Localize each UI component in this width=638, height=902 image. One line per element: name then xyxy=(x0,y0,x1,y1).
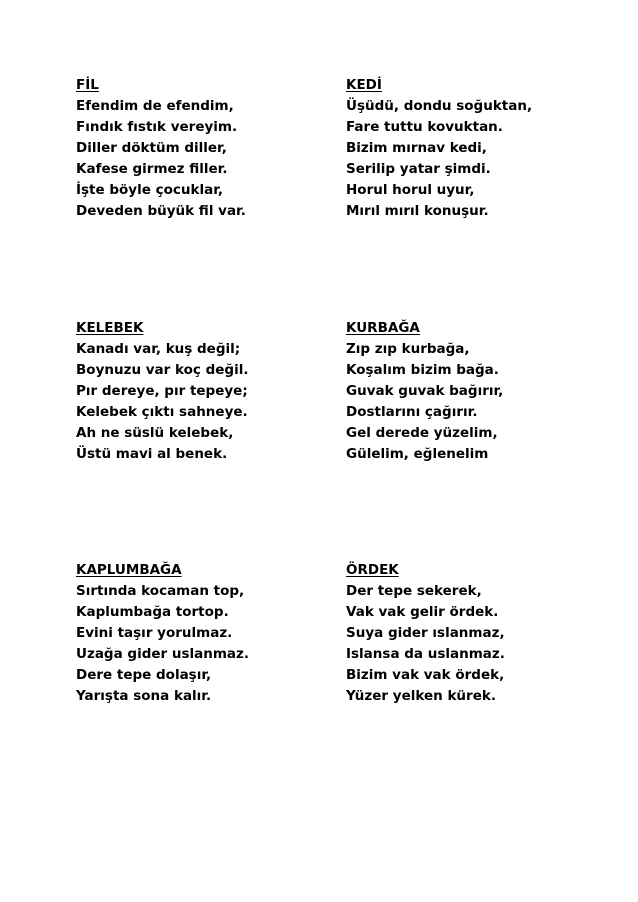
poem-title: FİL xyxy=(76,77,99,93)
poem-line: Yüzer yelken kürek. xyxy=(346,688,496,704)
poem-line: Dere tepe dolaşır, xyxy=(76,667,212,683)
poem-line: İşte böyle çocuklar, xyxy=(76,182,223,198)
poem-line: Üşüdü, dondu soğuktan, xyxy=(346,98,533,114)
poem-line: Bizim mırnav kedi, xyxy=(346,140,487,156)
poem-title: KAPLUMBAĞA xyxy=(76,562,182,578)
poem-line: Diller döktüm diller, xyxy=(76,140,227,156)
poem-kedi xyxy=(346,75,596,222)
poem-kelebek xyxy=(76,318,326,465)
poem-line: Suya gider ıslanmaz, xyxy=(346,625,505,641)
poem-line: Mırıl mırıl konuşur. xyxy=(346,203,489,219)
poem-line: Bizim vak vak ördek, xyxy=(346,667,505,683)
poem-line: Serilip yatar şimdi. xyxy=(346,161,491,177)
poem-line: Üstü mavi al benek. xyxy=(76,446,228,462)
poem-line: Islansa da uslanmaz. xyxy=(346,646,505,662)
poem-line: Horul horul uyur, xyxy=(346,182,475,198)
poem-line: Guvak guvak bağırır, xyxy=(346,383,504,399)
poem-kaplumbaga xyxy=(76,560,326,707)
poem-line: Der tepe sekerek, xyxy=(346,583,482,599)
poem-title: ÖRDEK xyxy=(346,562,399,578)
poem-line: Koşalım bizim bağa. xyxy=(346,362,499,378)
poem-line: Fare tuttu kovuktan. xyxy=(346,119,503,135)
poem-line: Dostlarını çağırır. xyxy=(346,404,478,420)
poem-line: Fındık fıstık vereyim. xyxy=(76,119,238,135)
poem-title: KEDİ xyxy=(346,77,382,93)
poem-title: KURBAĞA xyxy=(346,320,420,336)
poem-line: Vak vak gelir ördek. xyxy=(346,604,499,620)
poem-line: Ah ne süslü kelebek, xyxy=(76,425,234,441)
poem-line: Boynuzu var koç değil. xyxy=(76,362,249,378)
poem-line: Kaplumbağa tortop. xyxy=(76,604,229,620)
poem-fil xyxy=(76,75,326,222)
poem-line: Kafese girmez filler. xyxy=(76,161,228,177)
poem-line: Gel derede yüzelim, xyxy=(346,425,498,441)
poem-line: Pır dereye, pır tepeye; xyxy=(76,383,248,399)
poem-title: KELEBEK xyxy=(76,320,144,336)
poem-line: Gülelim, eğlenelim xyxy=(346,446,489,462)
poem-line: Sırtında kocaman top, xyxy=(76,583,245,599)
poem-line: Kanadı var, kuş değil; xyxy=(76,341,241,357)
poem-line: Yarışta sona kalır. xyxy=(76,688,212,704)
poem-line: Deveden büyük fil var. xyxy=(76,203,246,219)
poem-line: Uzağa gider uslanmaz. xyxy=(76,646,250,662)
poem-line: Zıp zıp kurbağa, xyxy=(346,341,470,357)
poem-line: Evini taşır yorulmaz. xyxy=(76,625,233,641)
poem-kurbaga xyxy=(346,318,596,465)
poem-line: Efendim de efendim, xyxy=(76,98,234,114)
poem-ordek xyxy=(346,560,596,707)
poem-line: Kelebek çıktı sahneye. xyxy=(76,404,248,420)
